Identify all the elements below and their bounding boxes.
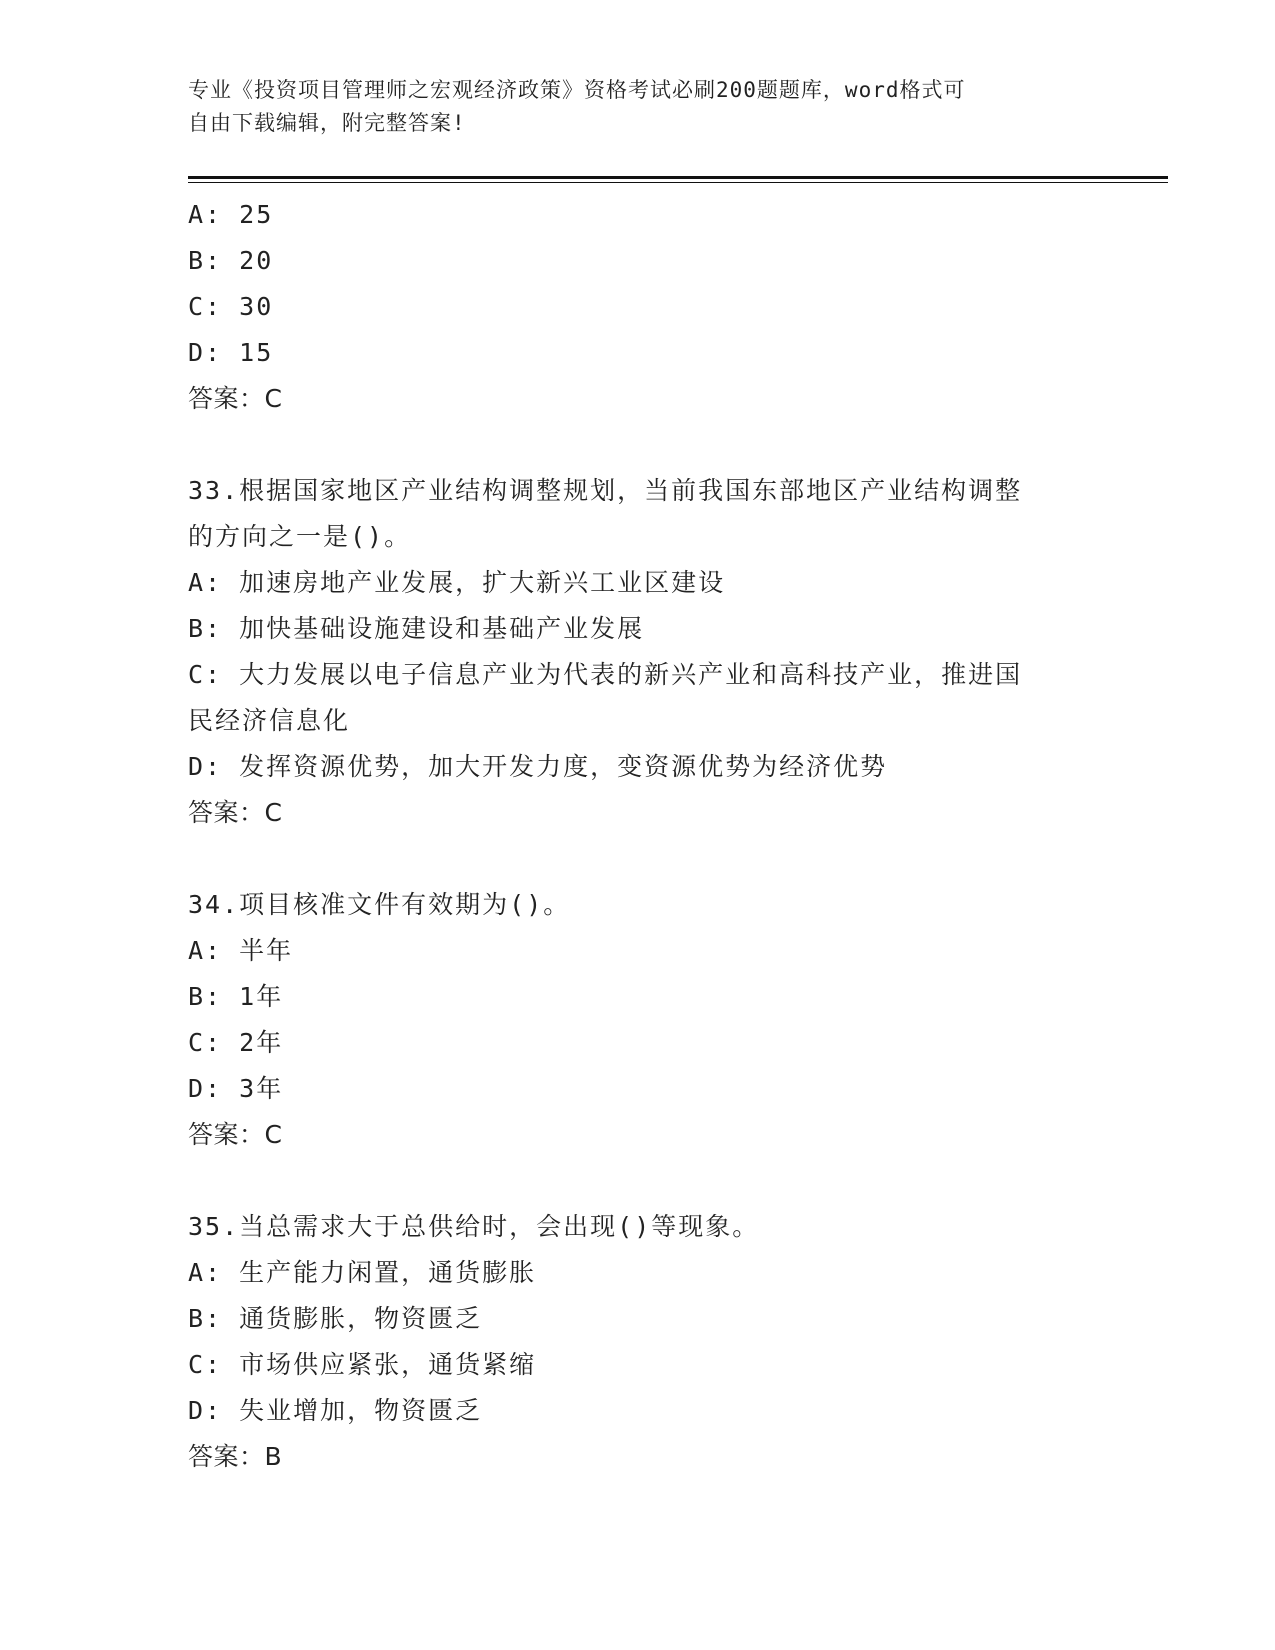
option-c: C: 30 bbox=[188, 292, 274, 321]
document-header bbox=[188, 74, 1078, 140]
question-list bbox=[188, 192, 1088, 1480]
question-stem: 35.当总需求大于总供给时，会出现()等现象。 bbox=[188, 1212, 760, 1241]
header-rule-thick bbox=[188, 176, 1168, 179]
answer-label: 答案：C bbox=[188, 384, 283, 413]
option-a: A: 半年 bbox=[188, 936, 294, 965]
question-32 bbox=[188, 192, 1088, 422]
option-d: D: 发挥资源优势，加大开发力度，变资源优势为经济优势 bbox=[188, 752, 888, 781]
option-d: D: 15 bbox=[188, 338, 274, 367]
question-35 bbox=[188, 1204, 1088, 1480]
option-c-line-1: C: 大力发展以电子信息产业为代表的新兴产业和高科技产业，推进国 bbox=[188, 660, 1023, 689]
question-34 bbox=[188, 882, 1088, 1158]
spacer bbox=[188, 1158, 1088, 1204]
option-b: B: 1年 bbox=[188, 982, 284, 1011]
option-c: C: 市场供应紧张，通货紧缩 bbox=[188, 1350, 537, 1379]
question-stem: 34.项目核准文件有效期为()。 bbox=[188, 890, 571, 919]
question-stem-line-1: 33.根据国家地区产业结构调整规划，当前我国东部地区产业结构调整 bbox=[188, 476, 1023, 505]
option-b: B: 通货膨胀，物资匮乏 bbox=[188, 1304, 483, 1333]
option-c: C: 2年 bbox=[188, 1028, 284, 1057]
option-c-line-2: 民经济信息化 bbox=[188, 706, 351, 735]
question-33 bbox=[188, 468, 1088, 836]
header-title-line-1: 专业《投资项目管理师之宏观经济政策》资格考试必刷200题题库，word格式可 bbox=[188, 78, 966, 102]
option-d: D: 失业增加，物资匮乏 bbox=[188, 1396, 483, 1425]
answer-label: 答案：C bbox=[188, 1120, 283, 1149]
option-a: A: 加速房地产业发展，扩大新兴工业区建设 bbox=[188, 568, 726, 597]
option-b: B: 20 bbox=[188, 246, 274, 275]
header-title-line-2: 自由下载编辑，附完整答案! bbox=[188, 111, 466, 135]
header-rule-thin bbox=[188, 182, 1168, 183]
option-a: A: 25 bbox=[188, 200, 274, 229]
answer-label: 答案：C bbox=[188, 798, 283, 827]
answer-label: 答案：B bbox=[188, 1442, 283, 1471]
spacer bbox=[188, 836, 1088, 882]
option-a: A: 生产能力闲置，通货膨胀 bbox=[188, 1258, 537, 1287]
option-b: B: 加快基础设施建设和基础产业发展 bbox=[188, 614, 645, 643]
option-d: D: 3年 bbox=[188, 1074, 284, 1103]
question-stem-line-2: 的方向之一是()。 bbox=[188, 522, 412, 551]
spacer bbox=[188, 422, 1088, 468]
